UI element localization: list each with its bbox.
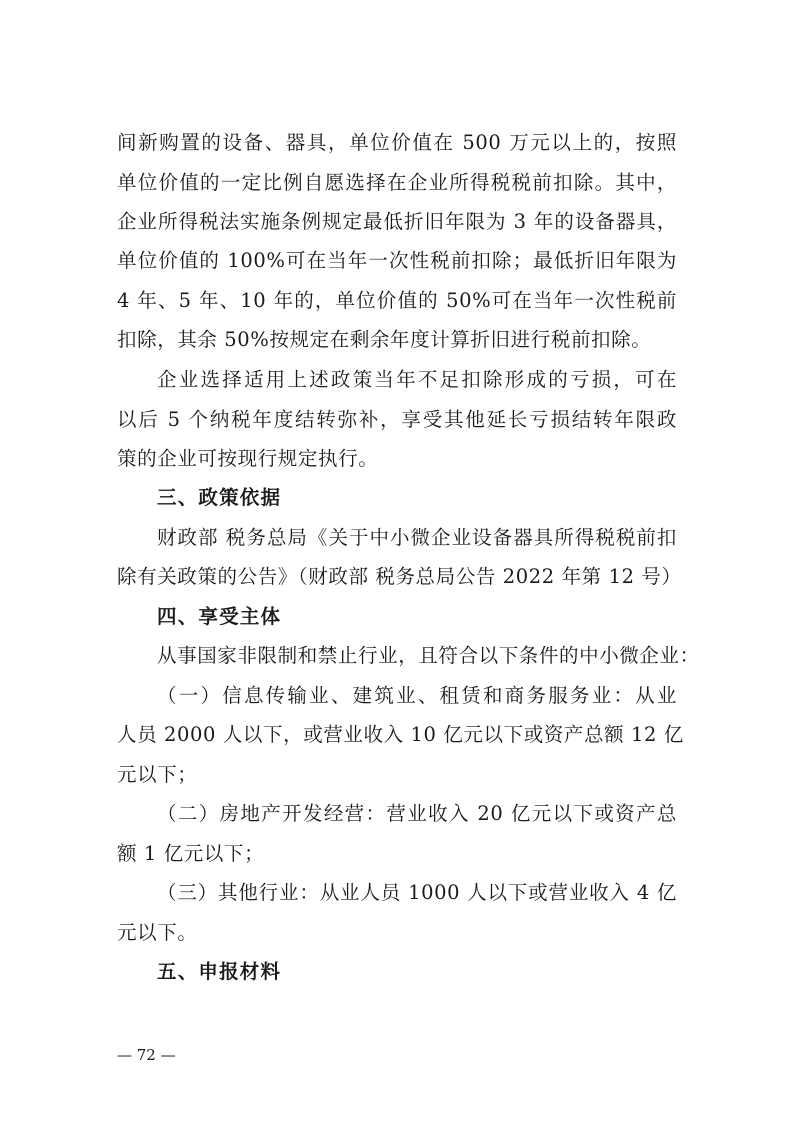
paragraph-line: 策的企业可按现行规定执行。 [117,447,379,470]
list-item-line: 额 1 亿元以下； [117,842,265,865]
paragraph-line: 从事国家非限制和禁止行业，且符合以下条件的中小微企业： [157,644,700,667]
paragraph-line: 4 年、5 年、10 年的，单位价值的 50%可在当年一次性税前 [117,289,677,312]
list-item-line: （二）房地产开发经营：营业收入 20 亿元以下或资产总 [157,802,677,825]
paragraph-line: 间新购置的设备、器具，单位价值在 500 万元以上的，按照 [117,131,677,154]
paragraph-line: 单位价值的一定比例自愿选择在企业所得税税前扣除。其中， [117,171,677,194]
paragraph-line: 除有关政策的公告》（财政部 税务总局公告 2022 年第 12 号） [117,565,682,588]
paragraph-line: 单位价值的 100%可在当年一次性税前扣除；最低折旧年限为 [117,249,677,272]
section-heading-eligible-entities: 四、享受主体 [157,605,282,628]
page-number: — 72 — [117,1046,176,1064]
list-item-line: （三）其他行业：从业人员 1000 人以下或营业收入 4 亿 [157,881,677,904]
paragraph-line: 扣除，其余 50%按规定在剩余年度计算折旧进行税前扣除。 [117,328,652,351]
list-item-line: 元以下。 [117,921,198,944]
list-item-line: 元以下； [117,763,198,786]
paragraph-line: 以后 5 个纳税年度结转弥补，享受其他延长亏损结转年限政 [117,408,677,431]
paragraph-line: 企业选择适用上述政策当年不足扣除形成的亏损，可在 [157,368,677,391]
section-heading-policy-basis: 三、政策依据 [157,486,282,509]
section-heading-filing-materials: 五、申报材料 [157,960,282,983]
list-item-line: （一）信息传输业、建筑业、租赁和商务服务业：从业 [157,684,677,707]
paragraph-line: 财政部 税务总局《关于中小微企业设备器具所得税税前扣 [157,526,677,549]
paragraph-line: 企业所得税法实施条例规定最低折旧年限为 3 年的设备器具， [117,210,677,233]
list-item-line: 人员 2000 人以下，或营业收入 10 亿元以下或资产总额 12 亿 [117,723,684,746]
